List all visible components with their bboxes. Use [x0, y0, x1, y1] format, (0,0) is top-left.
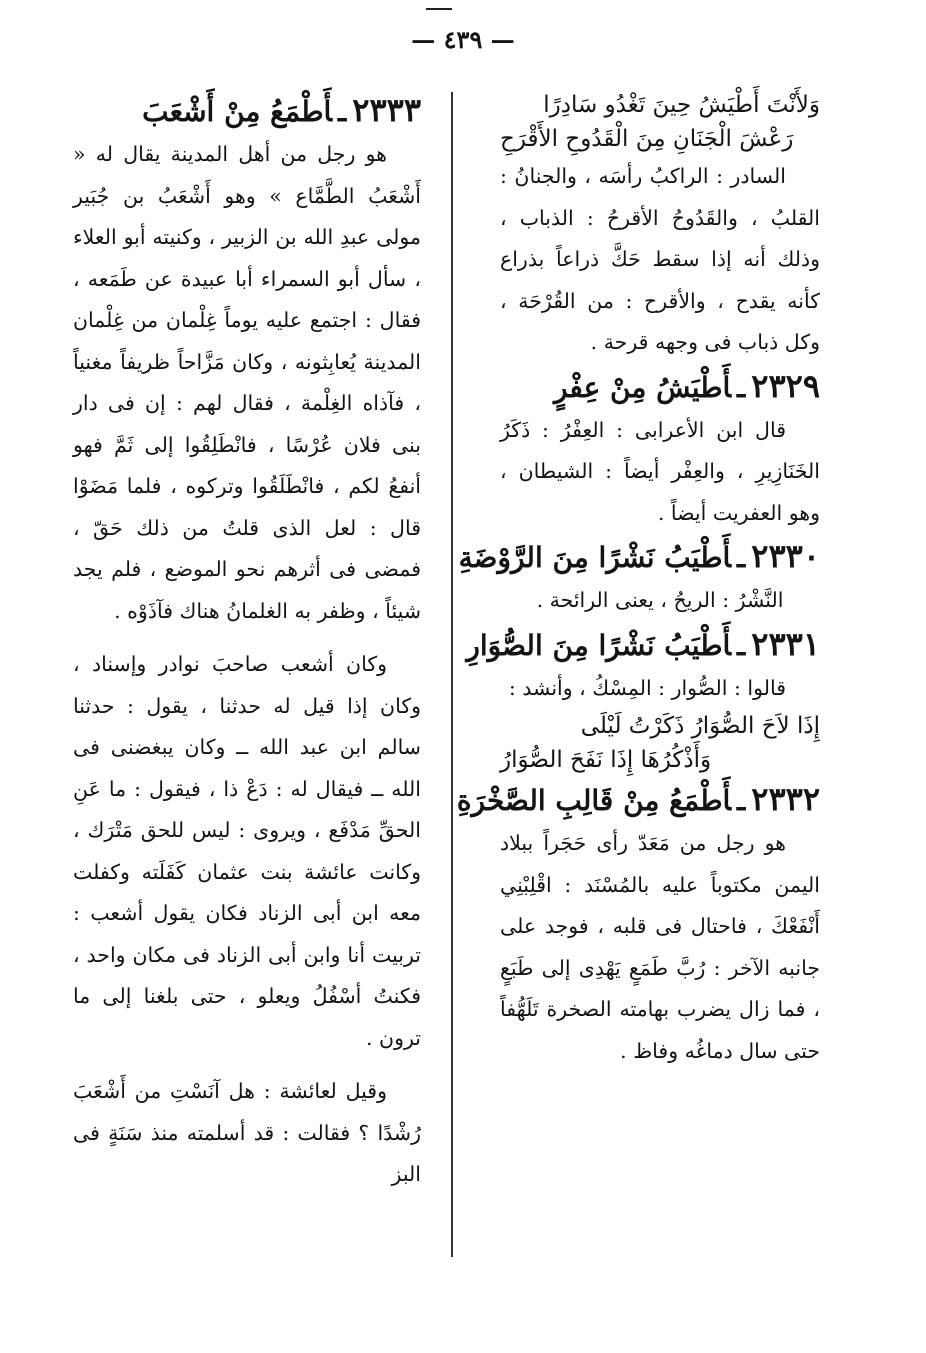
paragraph-3: وقيل لعائشة : هل آنَسْتِ من أَشْعَبَ رُشْدًا ؟ فقالت : قد أسلمته منذ سَنَةٍ فى البز	[73, 1079, 421, 1186]
entry-number: ٢٣٢٩	[751, 366, 820, 405]
entry-text-2330: النَّشْرُ : الريحُ ، يعنى الرائحة .	[536, 588, 784, 612]
verse-gloss: السادر : الراكبُ رأسَه ، والجنانُ : القلبُ ، والقَدُوحُ الأقرحُ : الذباب ، وذلك أنه إذا سقط حَكَّ ذراعاً بذراع كأنه يقدح ، والأقرح : من القُرْحَة ، وكل ذباب فى وجهه قرحة .	[500, 164, 820, 354]
entry-heading-2331: ٢٣٣١ـأَطْيَبُ نَشْرًا مِنَ الصُّوَارِ	[466, 624, 820, 663]
entry-number: ٢٣٣١	[751, 624, 820, 663]
entry-title: أَطْيَشُ مِنْ عِفْرٍ	[553, 370, 732, 404]
entry-text-2333: هو رجل من أهل المدينة يقال له « أَشْعَبُ الطَّمَّاع » وهو أَشْعَبُ بن جُبَير مولى عبدِ الله بن الزبير ، وكنيته أبو العلاء ، سأل أبو السمراء أبا عبيدة عن طَمَعه ، فقال : اجتمع عليه يوماً غِلْمان من غِلْمان المدينة يُعابِثونه ، وكان مَزَّاحاً ظريفاً مغنياً ، فآذاه الغِلْمة ، فقال لهم : إن فى دار بنى فلان عُرْسًا ، فانْطَلِقُوا إلى ثَمَّ فهو أنفعُ لكم ، فانْطَلَقُوا وتركوه ، فلما مَضَوْا قال : لعل الذى قلتُ من ذلك حَقّ ، فمضى فى أثرهم نحو الموضع ، فلم يجد شيئاً ، وظفر به الغلمانُ هناك فآذَوْه .	[73, 142, 421, 623]
paragraph-gap	[73, 632, 421, 644]
entry-heading-2333: ٢٣٣٣ـأَطْمَعُ مِنْ أَشْعَبَ	[142, 91, 421, 129]
verse-line-2: وَأَذْكُرُهَا إِذَا نَفَحَ الصُّوَارُ	[500, 747, 712, 773]
right-column	[456, 88, 820, 1072]
entry-number: ٢٣٣٢	[751, 780, 820, 818]
entry-title: أَطْيَبُ نَشْرًا مِنَ الرَّوْضَةِ	[458, 541, 732, 574]
entry-heading-2332: ٢٣٣٢ـأَطْمَعُ مِنْ قَالِبِ الصَّخْرَةِ	[456, 780, 820, 818]
entry-title: أَطْمَعُ مِنْ أَشْعَبَ	[142, 95, 333, 128]
left-column	[73, 88, 421, 1196]
entry-text-2331: قالوا : الصُّوار : المِسْكُ ، وأنشد :	[508, 675, 786, 700]
verse-line-1: إِذَا لاَحَ الصُّوَارُ ذَكَرْتُ لَيْلَى	[580, 713, 820, 739]
column-divider	[451, 92, 453, 1257]
entry-text-2332: هو رجل من مَعَدّ رأى حَجَراً ببلاد اليمن مكتوباً عليه بالمُسْنَد : اقْلِبْنِي أَنْفَعْكَ ، فاحتال فى قلبه ، فوجد على جانبه الآخر : رُبَّ طَمَعٍ يَهْدِى إلى طَبَعٍ ، فما زال يضرب بهامته الصخرة تَلَهُّفاً حتى سال دماغُه وفاظ .	[500, 831, 820, 1063]
entry-title: أَطْيَبُ نَشْرًا مِنَ الصُّوَارِ	[466, 628, 732, 662]
verse-line-2: رَعْشَ الْجَنَانِ مِنَ الْقَدُوحِ الأَقْرَحِ	[500, 126, 794, 152]
verse-line-1: وَلأَنْتَ أَطْيَشُ حِينَ تَغْدُو سَادِرًا	[543, 92, 820, 118]
entry-title: أَطْمَعُ مِنْ قَالِبِ الصَّخْرَةِ	[456, 784, 732, 817]
entry-heading-2330: ٢٣٣٠ـأَطْيَبُ نَشْرًا مِنَ الرَّوْضَةِ	[458, 537, 820, 575]
entry-number: ٢٣٣٠	[751, 537, 820, 575]
entry-heading-2329: ٢٣٢٩ـأَطْيَشُ مِنْ عِفْرٍ	[553, 366, 820, 405]
entry-text-2329: قال ابن الأعرابى : العِفْرُ : ذَكَرُ الخَنَازِيرِ ، والعِفْر أيضاً : الشيطان ، وهو العفريت أيضاً .	[500, 417, 820, 525]
entry-number: ٢٣٣٣	[352, 91, 421, 129]
page-number: — ٤٣٩ —	[411, 25, 515, 54]
paragraph-2: وكان أشعب صاحبَ نوادر وإسناد ، وكان إذا قيل له حدثنا ، يقول : حدثنا سالم ابن عبد الله ــ وكان يبغضنى فى الله ــ فيقال له : دَعْ ذا ، فيقول : ما عَنِ الحقِّ مَدْفَع ، ويروى : ليس للحق مَتْرَك ، وكانت عائشة بنت عثمان كَفَلَته وكفلت معه ابن أبى الزناد فكان يقول أشعب : تربيت أنا وابن أبى الزناد فى مكان واحد ، فكنتُ أسْفُلُ ويعلو ، حتى بلغنا إلى ما ترون .	[73, 652, 421, 1050]
paragraph-gap	[73, 1059, 421, 1071]
top-mark	[426, 8, 452, 10]
